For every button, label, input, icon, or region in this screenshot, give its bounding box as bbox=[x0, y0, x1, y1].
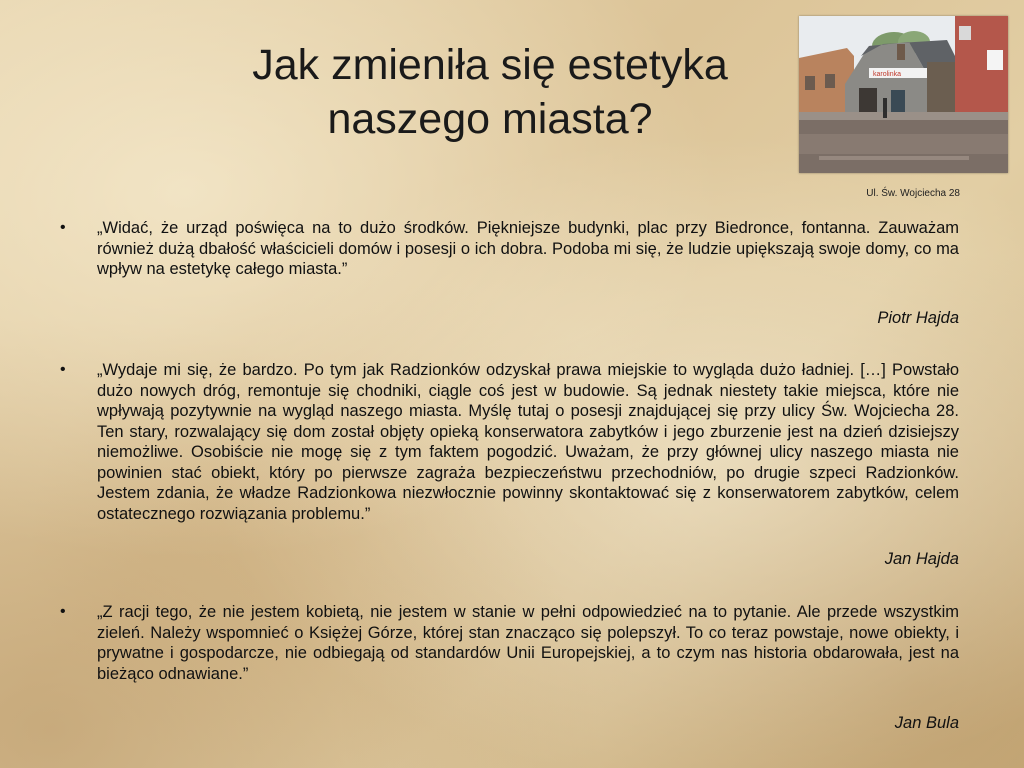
quote-author: Jan Bula bbox=[894, 714, 959, 732]
quote-text: „Wydaje mi się, że bardzo. Po tym jak Radzionków odzyskał prawa miejskie to wygląda dużo ładniej. […] Powstało dużo nowych dróg, remontuje się chodniki, ciągle coś jest w budowie. Są jednak niestety takie miejsca, które nie wpływają pozytywnie na wygląd naszego miasta. Myślę tutaj o posesji znajdującej się przy ulicy Św. Wojciecha 28. Ten stary, rozwalający się dom został objęty opieką konserwatora zabytków i jego zburzenie jest na dzień dzisiejszy niemożliwe. Osobiście nie mogę się z tym faktem pogodzić. Uważam, że przy głównej ulicy naszego miasta nie powinien stać obiekt, który po pierwsze zagraża bezpieczeństwu przechodniów, po drugie szpeci Radzionków. Jestem zdania, że władze Radzionkowa niezwłocznie powinny skontaktować się z konserwatorem zabytków, celem ostatecznego rozwiązania problemu.” bbox=[97, 361, 959, 523]
store-sign-text: karolinka bbox=[873, 71, 902, 78]
title-line-2: naszego miasta? bbox=[327, 95, 653, 143]
quote-author: Piotr Hajda bbox=[877, 309, 959, 327]
quote-item bbox=[60, 218, 959, 280]
quote-item bbox=[60, 360, 959, 524]
street-photo bbox=[799, 16, 1008, 173]
bullet-icon: • bbox=[60, 603, 66, 620]
bullet-icon: • bbox=[60, 361, 66, 378]
bullet-icon: • bbox=[60, 219, 66, 236]
photo-caption: Ul. Św. Wojciecha 28 bbox=[866, 188, 960, 199]
quote-text: „Z racji tego, że nie jestem kobietą, nie jestem w stanie w pełni odpowiedzieć na to pytanie. Ale przede wszystkim zieleń. Należy wspomnieć o Księżej Górze, której stan znacząco się polepszył. To co teraz powstaje, nowe obiekty, i prywatne i gospodarcze, nie odbiegają od standardów Unii Europejskiej, a to czym nas historia obdarowała, jest na bieżąco odnawiane.” bbox=[97, 603, 959, 683]
quote-text: „Widać, że urząd poświęca na to dużo środków. Piękniejsze budynki, plac przy Biedronce, fontanna. Zauważam również dużą dbałość właścicieli domów i posesji o ich dobra. Podoba mi się, że ludzie upiększają swoje domy, co ma wpływ na estetykę całego miasta.” bbox=[97, 219, 959, 278]
quote-author: Jan Hajda bbox=[884, 550, 959, 568]
title-line-1: Jak zmieniła się estetyka bbox=[252, 41, 728, 89]
slide-title bbox=[180, 38, 800, 146]
quote-item bbox=[60, 602, 959, 684]
